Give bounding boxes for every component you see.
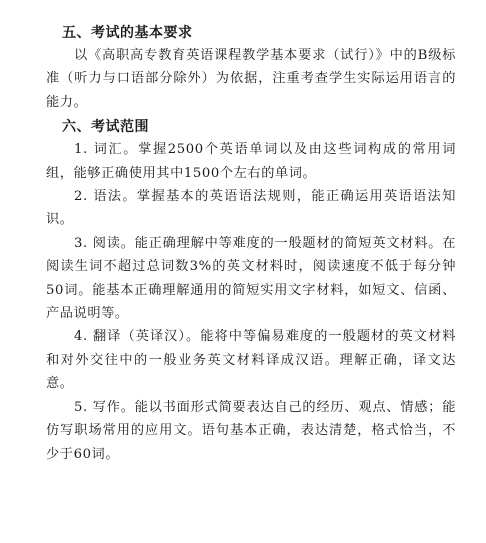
scope-item-translation: 4. 翻译（英译汉）。能将中等偏易难度的一般题材的英文材料和对外交往中的一般业务英文材料译成汉语。理解正确，译文达意。: [46, 329, 456, 392]
scope-item-writing: 5. 写作。能以书面形式简要表达自己的经历、观点、情感；能仿写职场常用的应用文。语句基本正确，表达清楚，格式恰当，不少于60词。: [46, 399, 456, 462]
scope-item-reading: 3. 阅读。能正确理解中等难度的一般题材的简短英文材料。在阅读生词不超过总词数3%的英文材料时，阅读速度不低于每分钟50词。能基本正确理解通用的简短实用文字材料，如短文、信函、产品说明等。: [46, 235, 456, 322]
section6-heading: 六、考试范围: [62, 119, 149, 136]
section5-heading: 五、考试的基本要求: [62, 25, 193, 41]
document-page: [46, 22, 456, 466]
scope-item-vocabulary: 1. 词汇。掌握2500个英语单词以及由这些词构成的常用词组，能够正确使用其中1500个左右的单词。: [46, 142, 456, 181]
scope-item-grammar: 2. 语法。掌握基本的英语语法规则，能正确运用英语语法知识。: [46, 189, 456, 228]
section5-body: 以《高职高专教育英语课程教学基本要求（试行）》中的B级标准（听力与口语部分除外）为依据，注重考查学生实际运用语言的能力。: [46, 48, 456, 110]
